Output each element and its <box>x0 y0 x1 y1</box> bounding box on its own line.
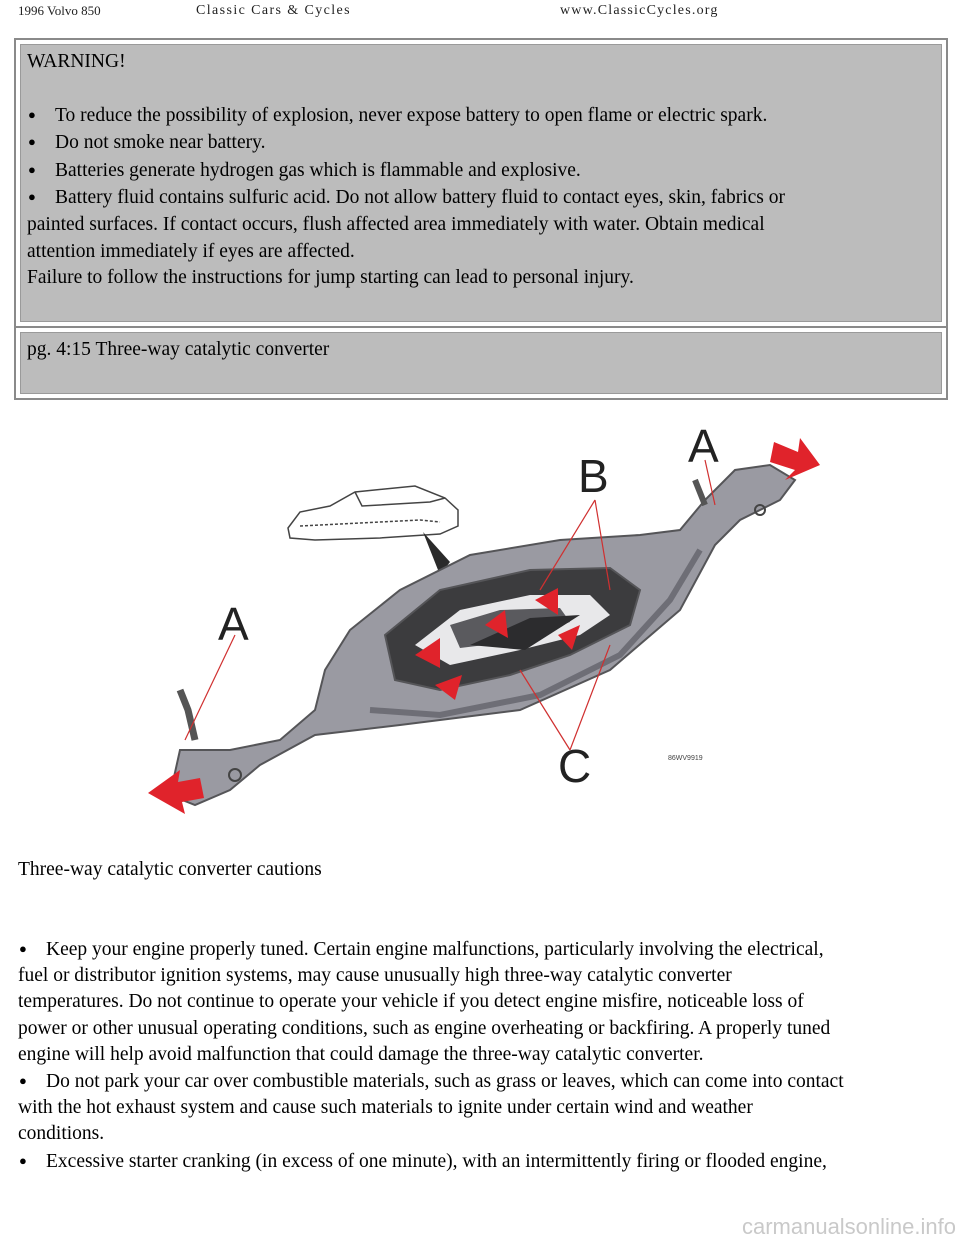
bullet-icon: ● <box>19 1073 27 1089</box>
section-title: Three-way catalytic converter cautions <box>18 859 322 880</box>
header-site-name: Classic Cars & Cycles <box>196 3 351 18</box>
label-a-top: A <box>688 420 719 472</box>
bullet-icon: ● <box>28 161 36 177</box>
header-vehicle: 1996 Volvo 850 <box>18 3 101 18</box>
caution-item: ● Excessive starter cranking (in excess of one minute), with an intermittently firing or flooded engine, <box>18 1148 948 1175</box>
header-site-url: www.ClassicCycles.org <box>560 3 719 18</box>
figure-code: 86WV9919 <box>668 755 703 762</box>
bullet-icon: ● <box>28 106 36 122</box>
catalytic-converter-illustration <box>140 410 830 820</box>
warning-closing: Failure to follow the instructions for jump starting can lead to personal injury. <box>27 267 634 289</box>
label-a-left: A <box>218 598 249 650</box>
warning-text-line: painted surfaces. If contact occurs, flush affected area immediately with water. Obtain medical <box>27 213 765 235</box>
warning-box-inner <box>20 44 942 322</box>
bullet-icon: ● <box>28 134 36 150</box>
warning-title: WARNING! <box>27 51 126 72</box>
page-reference-inner <box>20 332 942 394</box>
bullet-icon: ● <box>19 941 27 956</box>
warning-text-line: attention immediately if eyes are affected. <box>27 240 355 262</box>
watermark: carmanualsonline.info <box>741 1214 956 1239</box>
caution-item: ● Keep your engine properly tuned. Certain engine malfunctions, particularly involving the electrical, <box>18 936 948 963</box>
cautions-list: ● Keep your engine properly tuned. Certain engine malfunctions, particularly involving the electrical, fuel or distributor ignition systems, may cause unusually high three-way catalytic converter temperatures. Do not continue to operate your vehicle if you detect engine misfire, noticeable loss of power or other unusual operating conditions, such as engine overheating or backfiring. A properly tuned engine will help avoid malfunction that could damage the three-way catalytic converter. ● Do not park your car over combustible materials, such as grass or leaves, which can come into contact with the hot exhaust system and cause such materials to ignite under certain wind and weather conditions. ● Excessive starter cranking (in excess of one minute), with an intermittently firing or flooded engine, <box>18 936 948 1175</box>
bullet-icon: ● <box>28 189 36 205</box>
page-reference-box <box>14 326 948 400</box>
caution-item: ● Do not park your car over combustible materials, such as grass or leaves, which can come into contact <box>18 1068 948 1095</box>
warning-bullet: ● Batteries generate hydrogen gas which is flammable and explosive. <box>27 157 935 185</box>
warning-bullet: ● Do not smoke near battery. <box>27 129 935 157</box>
warning-bullet: ● Battery fluid contains sulfuric acid. Do not allow battery fluid to contact eyes, skin, fabrics or <box>27 184 935 212</box>
warning-box <box>14 38 948 328</box>
page-reference-text: pg. 4:15 Three-way catalytic converter <box>27 339 330 360</box>
label-c: C <box>558 740 592 792</box>
warning-bullet: ● To reduce the possibility of explosion, never expose battery to open flame or electric spark. <box>27 102 935 130</box>
bullet-icon: ● <box>19 1152 27 1168</box>
label-b: B <box>578 450 609 502</box>
